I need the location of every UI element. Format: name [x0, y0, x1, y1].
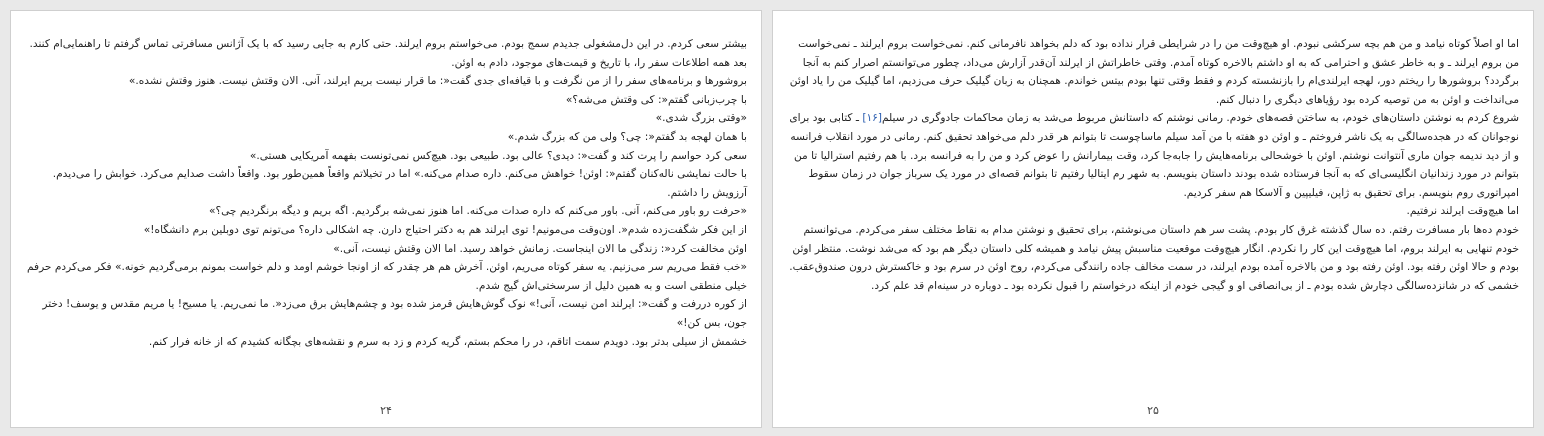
paragraph: با چرب‌زبانی گفتم«: کی وقتش می‌شه؟» — [565, 93, 747, 106]
paragraph: «حرفت رو باور می‌کنم، آنی. باور می‌کنم که داره صدات می‌کنه. اما هنوز نمی‌شه برگردیم. اگه بریم و دیگه برنگردیم چی؟» — [208, 205, 747, 218]
right-page-text — [785, 35, 1519, 295]
paragraph: خشمی که در شانزده‌سالگی دچارش شده بودم ـ از بی‌انصافی او و گیجی خودم از اینکه درخواستم را قبول نکرده بود ـ دوباره در سینه‌ام قد علم کرد. — [870, 279, 1519, 292]
page-number: ۲۵ — [1147, 404, 1159, 417]
paragraph: اما هیچ‌وقت ایرلند نرفتیم. — [1406, 205, 1519, 218]
paragraph: با حالت نمایشی ناله‌کنان گفتم«: اوئن! خواهش می‌کنم. داره صدام می‌کنه.» اما در تخیلاتم واقعاً همین‌طور بود. واقعاً داشت صدایم می‌کرد. خوابش را می‌دیدم. آرزویش را داشتم. — [52, 168, 747, 199]
left-page-text — [23, 35, 747, 351]
paragraph-text: شروع کردم به نوشتن داستان‌های خودم، به ساختن قصه‌های خودم. رمانی نوشتم که داستانش مربوط می‌شد به زمان محاکمات جادوگری در سیلم — [882, 112, 1519, 125]
paragraph — [785, 109, 1519, 202]
footnote-link[interactable]: [۱۶] — [862, 112, 882, 125]
paragraph: اوئن مخالفت کرد«: زندگی ما الان اینجاست. زمانش خواهد رسید. اما الان وقتش نیست، آنی.» — [333, 242, 747, 255]
paragraph: با همان لهجه بد گفتم«: چی؟ ولی من که بزرگ شدم.» — [507, 130, 747, 143]
paragraph-text: ـ کتابی بود برای نوجوانان که در هجده‌سالگی به یک ناشر فروختم ـ و اوئن دو هفته با من آمد سیلم ماساچوست تا بتوانم هر قدر دلم می‌خواهد تحقیق کنم. رمانی در مورد انقلاب فرانسه و از دید ندیمه جوان ماری آنتوانت نوشتم. اوئن با خوشحالی برنامه‌هایش را جابه‌جا کرد، وقت بیمارانش را عوض کرد و من را به فرانسه برد. با هم رفتیم استرالیا تا من بتوانم در مورد زندانیان انگلیسی‌ای که به آنجا فرستاده شده بودند داستان بنویسم. به شهر رم ایتالیا رفتیم تا بتوانم قصه‌ای در مورد یک سرباز جوان در زمان سقوط امپراتوری روم بنویسم. برای تحقیق به ژاپن، فیلیپین و آلاسکا هم سفر کردیم. — [789, 112, 1519, 199]
paragraph: اما او اصلاً کوتاه نیامد و من هم بچه سرکشی نبودم. او هیچ‌وقت من را در شرایطی قرار نداده بود که دلم بخواهد نافرمانی کنم. نمی‌خواست بروم ایرلند ـ نمی‌خواست من بروم ایرلند ـ و به خاطر عشق و احترامی که به او داشتم بالاخره کوتاه آمدم. وقتی خاطراتش از ایرلند آن‌قدر آزارش می‌داد، چطور می‌توانستم اصرار کنم به آنجا برگردد؟ بروشورها را ریختم دور، لهجه ایرلندی‌ام را بازنشسته کردم و فقط وقتی تنها بودم بیتس خواندم. همچنان به زبان گیلیک حرف می‌زدیم، اما گیلیک من را یاد اوئن می‌انداخت و اوئن به من توصیه کرده بود رؤیاهای دیگری را دنبال کنم. — [789, 38, 1519, 106]
paragraph: «خب فقط می‌ریم سر می‌زنیم. یه سفر کوتاه می‌ریم، اوئن. آخرش هم هر چقدر که از اونجا خوشم اومد و دلم خواست بمونم برمی‌گردیم خونه.» فکر می‌کردم حرفم خیلی منطقی است و به همین دلیل از سرسختی‌اش گیج شدم. — [26, 261, 747, 292]
paragraph: سعی کرد حواسم را پرت کند و گفت«: دیدی؟ عالی بود. طبیعی بود. هیچ‌کس نمی‌تونست بفهمه آمریکایی هستی.» — [249, 149, 747, 162]
paragraph: «وقتی بزرگ شدی.» — [655, 112, 747, 125]
right-page — [772, 10, 1534, 428]
page-number: ۲۴ — [380, 404, 392, 417]
paragraph: بیشتر سعی کردم. در این دل‌مشغولی جدیدم سمج بودم. می‌خواستم بروم ایرلند. حتی کارم به جایی رسید که با یک آژانس مسافرتی تماس گرفتم تا راهنمایی‌ام کنند. بعد همه اطلاعات سفر را، با تاریخ و قیمت‌های موجود، دادم به اوئن. — [29, 38, 747, 69]
left-page — [10, 10, 762, 428]
paragraph: از کوره دررفت و گفت«: ایرلند امن نیست، آنی!» نوک گوش‌هایش قرمز شده بود و چشم‌هایش برق می‌زد«. ما نمی‌ریم. یا مسیح! یا مریم مقدس و یوسف! دختر جون، بس کن!» — [42, 298, 747, 329]
paragraph: از این فکر شگفت‌زده شدم«. اون‌وقت می‌مونیم! توی ایرلند هم به دکتر احتیاج دارن. چه اشکالی داره؟ می‌تونم توی دوبلین برم دانشگاه!» — [143, 223, 747, 236]
paragraph: بروشورها و برنامه‌های سفر را از من نگرفت و با قیافه‌ای جدی گفت«: ما قرار نیست بریم ایرلند، آنی. الان وقتش نیست. هنوز وقتش نشده.» — [128, 75, 747, 88]
paragraph: خودم ده‌ها بار مسافرت رفتم. ده سال گذشته غرق کار بودم. پشت سر هم داستان می‌نوشتم، برای تحقیق و نوشتن مدام به نقاط مختلف سفر می‌کردم. می‌توانستم خودم تنهایی به ایرلند بروم، اما هیچ‌وقت این کار را نکردم. انگار هیچ‌وقت موقعیت مناسبش پیش نیامد و همیشه کلی داستان دیگر هم بود که می‌شد نوشت. منتظر اوئن بودم و حالا اوئن رفته بود. اوئن رفته بود و من بالاخره آمده بودم ایرلند، در سمت مخالف جاده رانندگی می‌کردم، روح اوئن در سرم بود و خاکسترش درون صندوق‌عقب. — [789, 223, 1519, 274]
paragraph: خشمش از سیلی بدتر بود. دویدم سمت اتاقم، در را محکم بستم، گریه کردم و زد به سرم و نقشه‌های بچگانه کشیدم که از خانه فرار کنم. — [148, 335, 747, 348]
